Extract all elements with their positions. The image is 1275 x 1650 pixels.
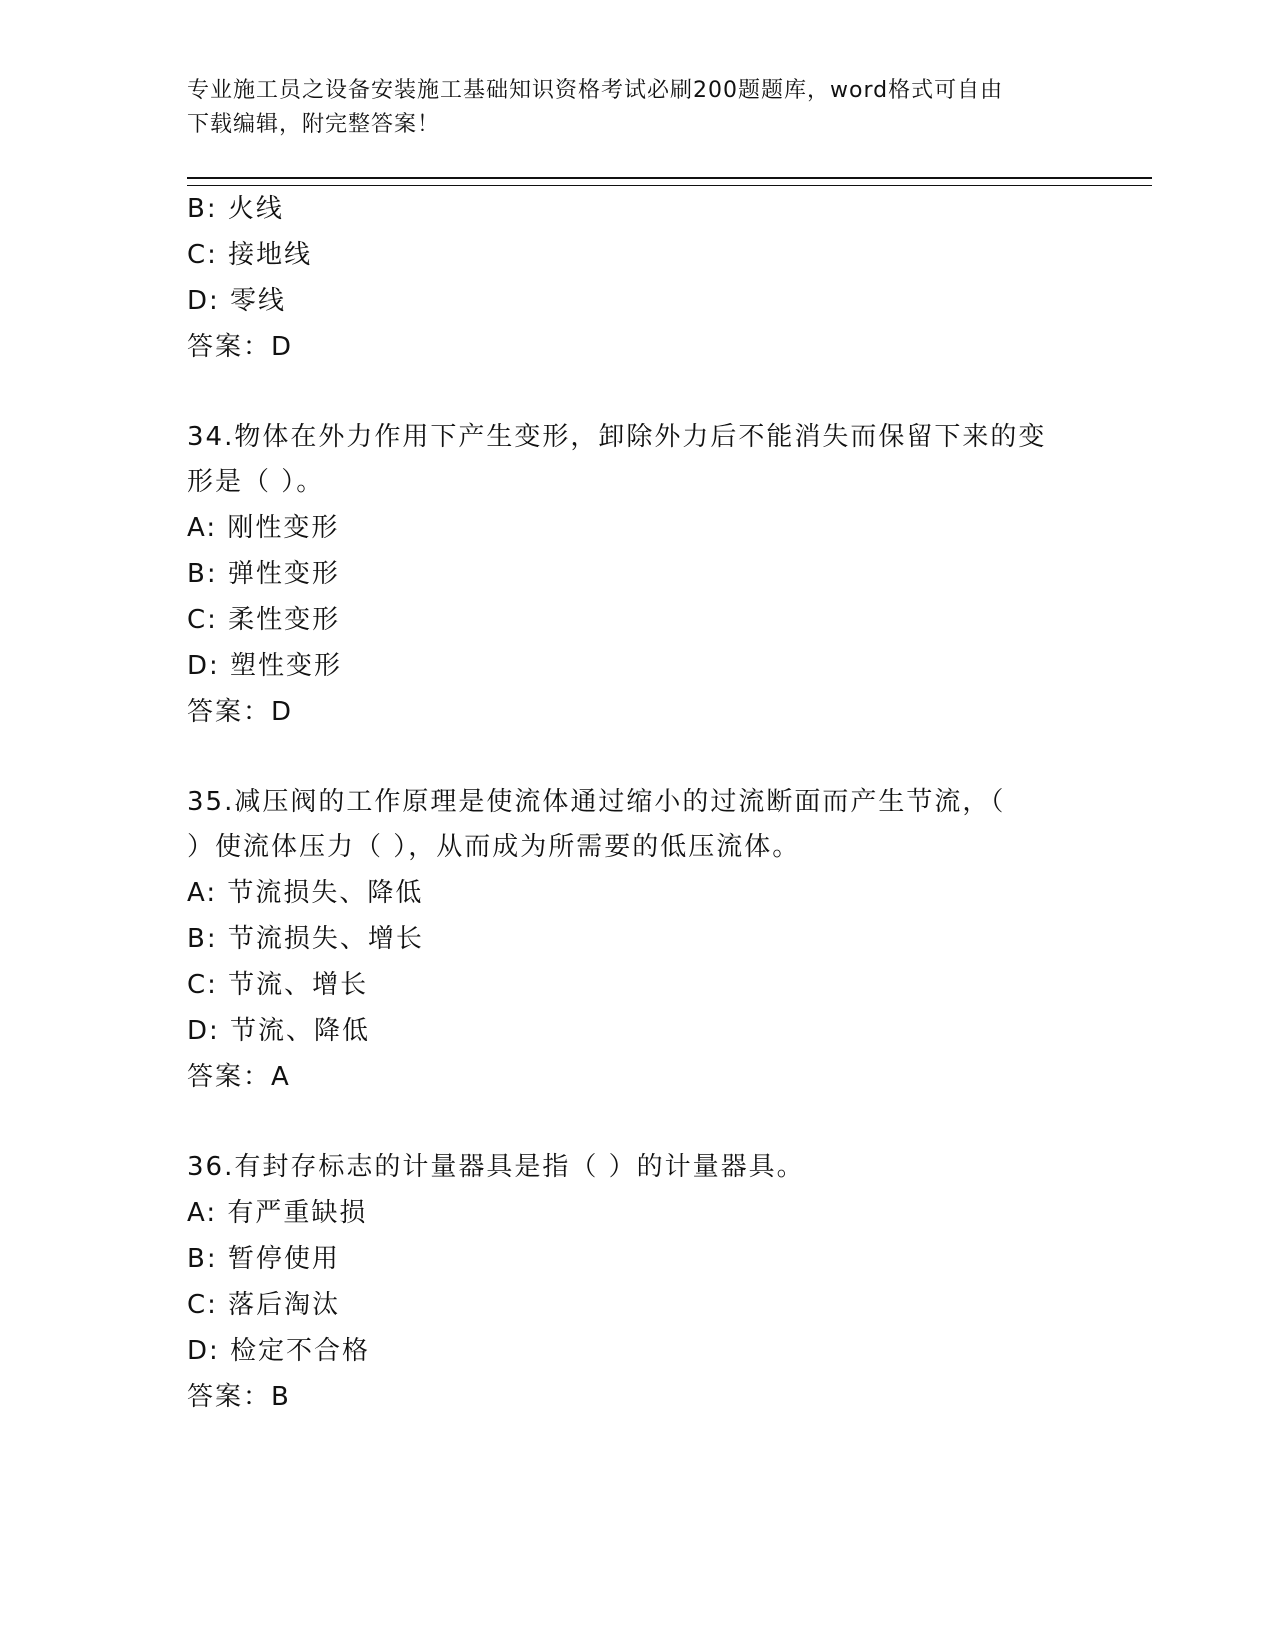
answer: 答案：D: [187, 332, 294, 362]
answer: 答案：A: [187, 1062, 291, 1092]
answer: 答案：D: [187, 697, 294, 727]
option-a: A: 刚性变形: [187, 513, 340, 543]
option-b: B: 弹性变形: [187, 559, 340, 589]
question-stem-line-1: 35.减压阀的工作原理是使流体通过缩小的过流断面而产生节流，（: [187, 787, 1006, 817]
option-b: B: 暂停使用: [187, 1244, 340, 1274]
question-36: [187, 1145, 1087, 1420]
question-stem-line-2: ）使流体压力（ ），从而成为所需要的低压流体。: [187, 832, 801, 862]
option-b: B: 火线: [187, 194, 284, 224]
spacer: [187, 1100, 1087, 1145]
answer: 答案：B: [187, 1382, 291, 1412]
option-c: C: 节流、增长: [187, 970, 369, 1000]
option-c: C: 柔性变形: [187, 605, 341, 635]
option-d: D: 节流、降低: [187, 1016, 371, 1046]
option-a: A: 有严重缺损: [187, 1198, 368, 1228]
spacer: [187, 735, 1087, 780]
question-34: [187, 415, 1087, 735]
option-d: D: 零线: [187, 286, 287, 316]
option-c: C: 落后淘汰: [187, 1290, 341, 1320]
question-33: [187, 186, 1087, 370]
question-stem-line-1: 34.物体在外力作用下产生变形，卸除外力后不能消失而保留下来的变: [187, 422, 1047, 452]
question-35: [187, 780, 1087, 1100]
option-d: D: 检定不合格: [187, 1336, 371, 1366]
question-stem-line-2: 形是（ ）。: [187, 467, 325, 497]
page-header: [187, 74, 1067, 142]
option-b: B: 节流损失、增长: [187, 924, 424, 954]
header-divider: [187, 177, 1152, 186]
option-d: D: 塑性变形: [187, 651, 343, 681]
spacer: [187, 370, 1087, 415]
question-list: [187, 186, 1087, 1420]
option-a: A: 节流损失、降低: [187, 878, 424, 908]
question-stem-line-1: 36.有封存标志的计量器具是指（ ）的计量器具。: [187, 1152, 805, 1182]
header-line-1: 专业施工员之设备安装施工基础知识资格考试必刷200题题库，word格式可自由: [187, 78, 1004, 103]
header-line-2: 下载编辑，附完整答案！: [187, 112, 441, 137]
option-c: C: 接地线: [187, 240, 313, 270]
